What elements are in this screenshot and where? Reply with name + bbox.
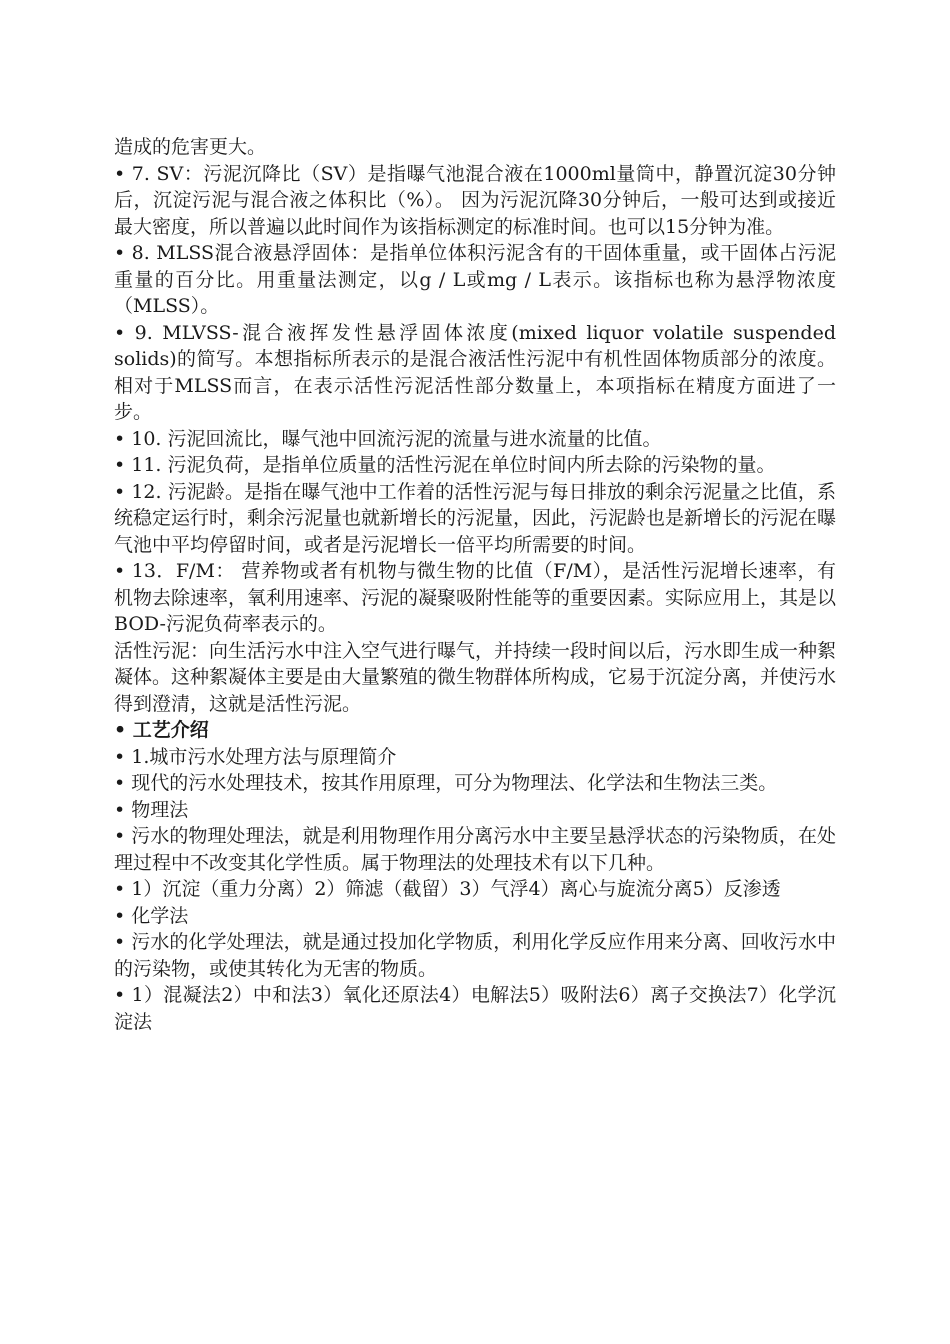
paragraph-mlss: • 8. MLSS混合液悬浮固体：是指单位体积污泥含有的干固体重量，或干固体占污泥重量的百分比。用重量法测定，以g / L或mg / L表示。该指标也称为悬浮物浓度（MLSS）。 [114,242,836,317]
document-body [114,134,836,1035]
paragraph-methods-title: • 1.城市污水处理方法与原理简介 [114,745,397,768]
paragraph-activated-sludge: 活性污泥：向生活污水中注入空气进行曝气，并持续一段时间以后，污水即生成一种絮凝体。这种絮凝体主要是由大量繁殖的微生物群体所构成，它易于沉淀分离，并使污水得到澄清，这就是活性污泥。 [114,639,837,715]
paragraph-physical-list: • 1）沉淀（重力分离）2）筛滤（截留）3）气浮4）离心与旋流分离5）反渗透 [114,878,781,900]
paragraph-fm: • 13．F/M： 营养物或者有机物与微生物的比值（F/M），是活性污泥增长速率，有机物去除速率，氧利用速率、污泥的凝聚吸附性能等的重要因素。实际应用上，其是以BOD-污泥负荷率表示的。 [114,560,837,635]
paragraph-chemical-desc: • 污水的化学处理法，就是通过投加化学物质，利用化学反应作用来分离、回收污水中的污染物，或使其转化为无害的物质。 [114,931,836,980]
paragraph-sludge-age: • 12. 污泥龄。是指在曝气池中工作着的活性污泥与每日排放的剩余污泥量之比值，系统稳定运行时，剩余污泥量也就新增长的污泥量，因此，污泥龄也是新增长的污泥在曝气池中平均停留时间，或者是污泥增长一倍平均所需要的时间。 [114,480,837,556]
paragraph-physical-desc: • 污水的物理处理法，就是利用物理作用分离污水中主要呈悬浮状态的污染物质，在处理过程中不改变其化学性质。属于物理法的处理技术有以下几种。 [114,825,836,874]
paragraph-intro: 造成的危害更大。 [114,136,267,158]
paragraph-mlvss: • 9. MLVSS-混合液挥发性悬浮固体浓度(mixed liquor volatile suspended solids)的简写。本想指标所表示的是混合液活性污泥中有机性固体物质部分的浓度。相对于MLSS而言，在表示活性污泥活性部分数量上，本项指标在精度方面进了一步。 [114,321,836,423]
heading-process: • 工艺介绍 [114,719,209,741]
paragraph-sv: • 7. SV：污泥沉降比（SV）是指曝气池混合液在1000ml量筒中，静置沉淀30分钟后，沉淀污泥与混合液之体积比（%）。 因为污泥沉降30分钟后，一般可达到或接近最大密度，所以普遍以此时间作为该指标测定的标准时间。也可以15分钟为准。 [114,162,836,238]
paragraph-chemical-title: • 化学法 [114,904,189,927]
paragraph-physical-title: • 物理法 [114,798,189,821]
paragraph-return-ratio: • 10. 污泥回流比，曝气池中回流污泥的流量与进水流量的比值。 [114,427,662,450]
paragraph-chemical-list: • 1）混凝法2）中和法3）氧化还原法4）电解法5）吸附法6）离子交换法7）化学沉淀法 [114,984,836,1033]
paragraph-methods-overview: • 现代的污水处理技术，按其作用原理，可分为物理法、化学法和生物法三类。 [114,772,778,794]
paragraph-sludge-load: • 11. 污泥负荷，是指单位质量的活性污泥在单位时间内所去除的污染物的量。 [114,454,776,476]
